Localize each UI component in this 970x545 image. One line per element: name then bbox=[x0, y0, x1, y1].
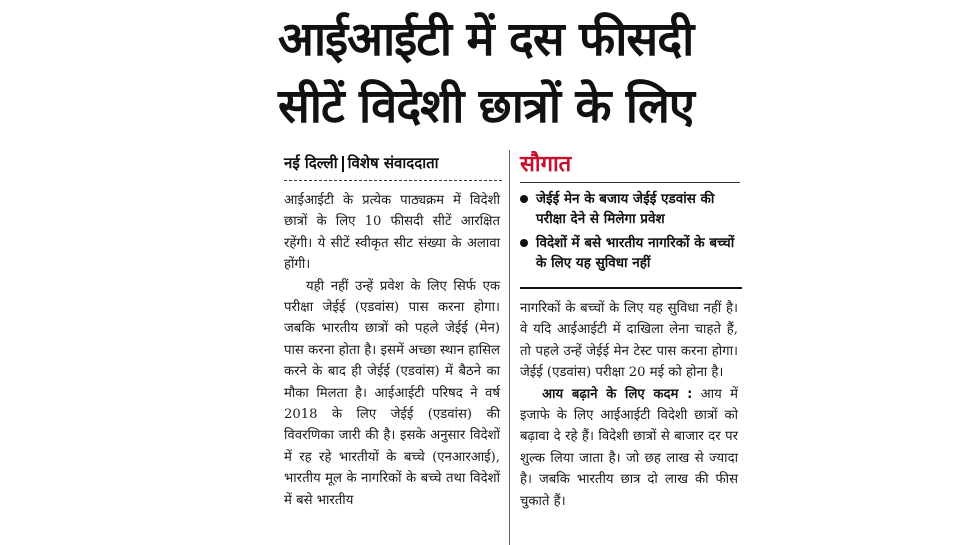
article-paragraph-3: नागरिकों के बच्चों के लिए यह सुविधा नहीं है। वे यदि आईआईटी में दाखिला लेना चाहते हैं, तो पहले उन्हें जेईई मेन टेस्ट पास करना होगा। जेईई (एडवांस) परीक्षा 20 मई को होना है। bbox=[520, 301, 738, 381]
dateline-place: नई दिल्ली bbox=[284, 154, 338, 172]
article-column-right bbox=[520, 298, 738, 512]
highlight-item bbox=[520, 233, 742, 273]
saugat-box-bottom-rule bbox=[520, 287, 742, 289]
column-divider bbox=[509, 150, 510, 545]
saugat-title-rule bbox=[520, 182, 740, 183]
article-paragraph-1: आईआईटी के प्रत्येक पाठ्यक्रम में विदेशी छात्रों के लिए 10 फीसदी सीटें आरक्षित रहेंगी। ये सीटें स्वीकृत सीट संख्या के अलावा होंगी। bbox=[284, 193, 500, 273]
bullet-icon bbox=[520, 239, 528, 247]
highlight-text: जेईई मेन के बजाय जेईई एडवांस की परीक्षा देने से मिलेगा प्रवेश bbox=[536, 191, 715, 227]
bullet-icon bbox=[520, 195, 528, 203]
article-column-left bbox=[284, 190, 500, 511]
dateline-rule bbox=[284, 180, 502, 181]
dateline-byline: विशेष संवाददाता bbox=[347, 154, 439, 172]
article-paragraph-4 bbox=[520, 384, 738, 512]
saugat-box-title: सौगात bbox=[520, 152, 572, 177]
saugat-highlights-list bbox=[520, 189, 742, 277]
highlight-item bbox=[520, 189, 742, 229]
article-paragraph-4-text: आय में इजाफे के लिए आईआईटी विदेशी छात्रों को बढ़ावा दे रहे हैं। विदेशी छात्रों से बाजार दर पर शुल्क लिया जाता है। जो छह लाख से ज्यादा है। जबकि भारतीय छात्र दो लाख की फीस चुकाते हैं। bbox=[520, 386, 738, 509]
subhead: आय बढ़ाने के लिए कदम : bbox=[542, 386, 693, 402]
headline bbox=[278, 6, 748, 140]
highlight-text: विदेशों में बसे भारतीय नागरिकों के बच्चों के लिए यह सुविधा नहीं bbox=[536, 235, 735, 271]
headline-line-2: सीटें विदेशी छात्रों के लिए bbox=[278, 79, 694, 134]
dateline-separator bbox=[342, 156, 344, 172]
headline-line-1: आईआईटी में दस फीसदी bbox=[278, 12, 694, 67]
dateline bbox=[284, 153, 504, 173]
article-paragraph-2: यही नहीं उन्हें प्रवेश के लिए सिर्फ एक परीक्षा जेईई (एडवांस) पास करना होगा। जबकि भारतीय छात्रों को पहले जेईई (मेन) पास करना होता है। इसमें अच्छा स्थान हासिल करने के बाद ही जेईई (एडवांस) में बैठने का मौका मिलता है। आईआईटी परिषद ने वर्ष 2018 के लिए जेईई (एडवांस) की विवरणिका जारी की है। इसके अनुसार विदेशों में रह रहे भारतीयों के बच्चे (एनआरआई), भारतीय मूल के नागरिकों के बच्चे तथा विदेशों में बसे भारतीय bbox=[284, 278, 500, 508]
